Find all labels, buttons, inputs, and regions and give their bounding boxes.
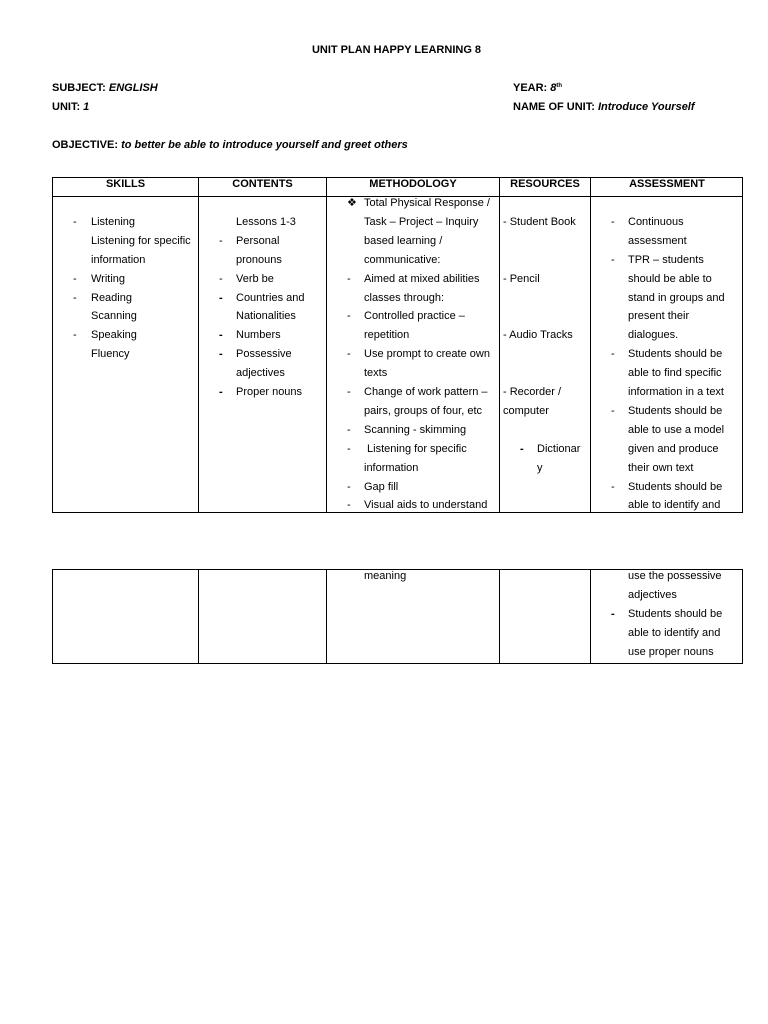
methodology-text: Use prompt to create own	[364, 348, 490, 361]
assessment-text: stand in groups and	[628, 291, 725, 304]
assessment-text: should be able to	[628, 272, 712, 285]
dash-bullet: -	[611, 253, 615, 266]
unit-name-value: Introduce Yourself	[597, 101, 695, 113]
dash-bullet: -	[219, 234, 223, 247]
methodology-text: Task – Project – Inquiry	[364, 215, 479, 228]
dash-bullet: -	[347, 499, 351, 512]
contents-text: Lessons 1-3	[236, 215, 296, 228]
contents-text: pronouns	[236, 253, 282, 266]
methodology-text: Total Physical Response /	[364, 197, 490, 209]
unit-plan-table-continued	[52, 569, 743, 664]
year-superscript: th	[556, 83, 563, 89]
unit-plan-table	[52, 177, 743, 513]
methodology-text: Scanning - skimming	[364, 423, 467, 436]
methodology-text: repetition	[364, 329, 410, 342]
dash-bullet: -	[73, 329, 77, 342]
contents-text: Personal	[236, 234, 280, 247]
dash-bullet: -	[520, 442, 524, 455]
dash-bullet: -	[611, 404, 615, 417]
skills-text: Listening for specific	[91, 234, 191, 247]
contents-text: Verb be	[236, 272, 274, 285]
assessment-text: Students should be	[628, 404, 723, 417]
dash-bullet: -	[347, 480, 351, 493]
contents-text: Possessive	[236, 348, 292, 361]
assessment-text: Students should be	[628, 607, 723, 620]
document-title: UNIT PLAN HAPPY LEARNING 8	[311, 44, 482, 56]
dash-bullet: -	[347, 348, 351, 361]
resources-text: Dictionar	[537, 442, 581, 455]
resources-text: - Student Book	[503, 215, 576, 228]
assessment-text: Continuous	[628, 215, 684, 228]
objective-value: to better be able to introduce yourself and greet others	[121, 139, 408, 151]
dash-bullet: -	[611, 607, 615, 620]
methodology-text: Change of work pattern –	[364, 386, 488, 398]
resources-text: - Audio Tracks	[503, 329, 573, 342]
methodology-text: classes through:	[364, 291, 445, 304]
skills-text: Reading	[91, 291, 132, 304]
dash-bullet: -	[219, 329, 223, 342]
header-methodology: METHODOLOGY	[369, 178, 457, 190]
year-line	[513, 82, 562, 94]
subject-line	[52, 82, 158, 94]
dash-bullet: -	[611, 215, 615, 228]
methodology-text: texts	[364, 367, 388, 380]
diamond-bullet-icon: ❖	[347, 197, 357, 209]
dash-bullet: -	[611, 480, 615, 493]
skills-text: information	[91, 253, 146, 266]
methodology-text: Listening for specific	[364, 442, 467, 455]
column-divider	[326, 570, 327, 663]
assessment-text: their own text	[628, 461, 694, 474]
contents-text: Countries and	[236, 291, 305, 304]
contents-text: Numbers	[236, 329, 281, 342]
assessment-text: TPR – students	[628, 253, 704, 266]
methodology-text: Controlled practice –	[364, 310, 465, 323]
dash-bullet: -	[219, 348, 223, 361]
column-divider	[590, 570, 591, 663]
column-divider	[499, 178, 500, 512]
unit-label: UNIT:	[52, 101, 81, 113]
header-contents: CONTENTS	[232, 178, 293, 190]
objective-label: OBJECTIVE:	[52, 139, 119, 151]
column-divider	[590, 178, 591, 512]
dash-bullet: -	[73, 272, 77, 285]
header-skills: SKILLS	[105, 178, 146, 190]
assessment-text: Students should be	[628, 348, 723, 361]
column-divider	[198, 178, 199, 512]
methodology-text: information	[364, 461, 419, 474]
header-resources: RESOURCES	[510, 178, 580, 190]
assessment-text: Students should be	[628, 480, 723, 493]
assessment-text: given and produce	[628, 442, 719, 455]
methodology-text: based learning /	[364, 234, 443, 247]
resources-text: computer	[503, 404, 549, 417]
skills-text: Speaking	[91, 329, 137, 342]
skills-text: Scanning	[91, 310, 137, 323]
skills-text: Listening	[91, 215, 136, 228]
column-divider	[326, 178, 327, 512]
dash-bullet: -	[219, 272, 223, 285]
assessment-text: use proper nouns	[628, 645, 714, 658]
methodology-text: pairs, groups of four, etc	[364, 404, 483, 417]
dash-bullet: -	[219, 291, 223, 304]
column-divider	[499, 570, 500, 663]
header-assessment: ASSESSMENT	[629, 178, 705, 190]
dash-bullet: -	[219, 386, 223, 398]
skills-text: Fluency	[91, 348, 130, 361]
dash-bullet: -	[347, 423, 351, 436]
year-label: YEAR:	[513, 82, 548, 94]
dash-bullet: -	[347, 442, 351, 455]
methodology-text: Aimed at mixed abilities	[364, 272, 480, 285]
assessment-text: dialogues.	[628, 329, 679, 342]
assessment-text: assessment	[628, 234, 687, 247]
skills-text: Writing	[91, 272, 126, 285]
contents-text: Nationalities	[236, 310, 296, 323]
unit-line	[52, 101, 89, 113]
subject-value: ENGLISH	[108, 82, 158, 94]
assessment-text: present their	[628, 310, 690, 323]
column-divider	[198, 570, 199, 663]
resources-text: - Recorder /	[503, 386, 562, 398]
methodology-text: meaning	[364, 570, 407, 582]
assessment-text: adjectives	[628, 588, 677, 601]
assessment-text: able to identify and	[628, 499, 721, 512]
objective-line	[52, 139, 408, 151]
contents-text: adjectives	[236, 367, 285, 380]
unit-name-line	[513, 101, 695, 113]
dash-bullet: -	[73, 291, 77, 304]
dash-bullet: -	[347, 310, 351, 323]
resources-text: - Pencil	[503, 272, 540, 285]
assessment-text: information in a text	[628, 386, 724, 398]
assessment-text: use the possessive	[628, 570, 722, 582]
methodology-text: Gap fill	[364, 480, 399, 493]
dash-bullet: -	[347, 386, 351, 398]
assessment-text: able to identify and	[628, 626, 721, 639]
methodology-text: communicative:	[364, 253, 441, 266]
contents-text: Proper nouns	[236, 386, 303, 398]
methodology-text: Visual aids to understand	[364, 499, 488, 512]
unit-value: 1	[83, 101, 90, 113]
dash-bullet: -	[347, 272, 351, 285]
resources-text: y	[537, 461, 543, 474]
year-value: 8	[550, 82, 557, 94]
assessment-text: able to find specific	[628, 367, 722, 380]
dash-bullet: -	[73, 215, 77, 228]
assessment-text: able to use a model	[628, 423, 725, 436]
subject-label: SUBJECT:	[52, 82, 106, 94]
unit-name-label: NAME OF UNIT:	[513, 101, 595, 113]
dash-bullet: -	[611, 348, 615, 361]
